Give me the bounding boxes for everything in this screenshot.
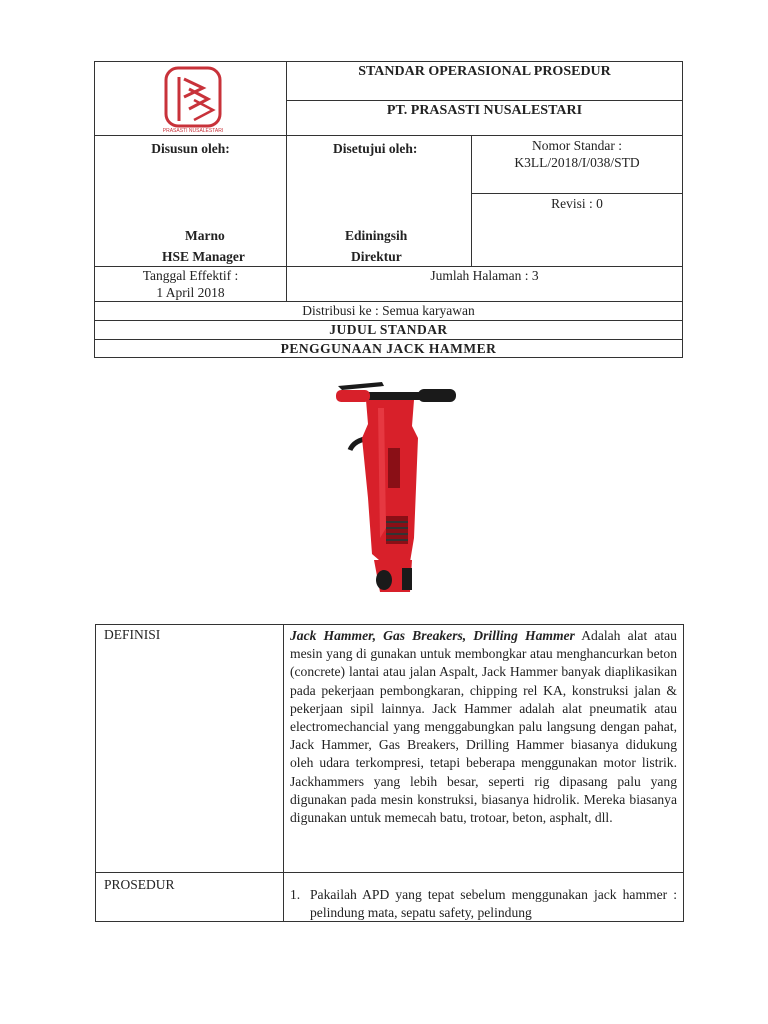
revision-cell [471,193,683,267]
procedure-item-number: 1. [290,887,301,902]
company-name: PT. PRASASTI NUSALESTARI [286,100,683,136]
effective-date-label: Tanggal Effektif : [142,268,239,283]
procedure-label: PROSEDUR [104,877,175,892]
approved-by-name: Ediningsih [345,228,408,243]
prepared-by-label: Disusun oleh: [151,141,230,156]
definition-content-cell [283,624,684,873]
procedure-item [290,886,677,922]
page-count-cell [286,266,683,302]
logo-cell [94,61,287,136]
procedure-content-cell [283,872,684,922]
effective-date: 1 April 2018 [156,285,225,300]
definition-label: DEFINISI [104,627,161,642]
definition-text [290,627,677,827]
approved-by-role: Direktur [351,249,402,264]
standard-number-cell [471,135,683,194]
standard-number-label: Nomor Standar : [532,138,622,153]
page-count: Jumlah Halaman : 3 [430,268,539,283]
standard-number: K3LL/2018/I/038/STD [514,155,640,170]
effective-date-cell [94,266,287,302]
judul-standar: JUDUL STANDAR [94,320,683,340]
prepared-by-name: Marno [185,228,225,243]
definition-body: Adalah alat atau mesin yang di gunakan untuk membongkar atau menghancurkan beton (concrete) lantai atau jalan Aspalt, Jack Hammer banyak diaplikasikan pada pekerjaan pembongkaran, chipping rel KA, konstruksi jalan & pekerjaan sipil lainnya. Jack Hammer adalah alat pneumatik atau electromechancial yang menggabungkan palu langsung dengan pahat, Jack Hammer, Gas Breakers, Drilling Hammer biasanya didukung oleh udara terkompresi, tetapi beberapa menggunakan motor listrik. Jackhammers yang lebih besar, seperti rig dipasang palu yang digunakan pada mesin konstruksi, biasanya hidrolik. Mereka biasanya digunakan untuk memecah batu, trotoar, beton, asphalt, dll. [290,628,677,826]
definition-label-cell [95,624,284,873]
approved-by-cell [286,135,472,267]
procedure-item-text: Pakailah APD yang tepat sebelum menggunakan jack hammer : pelindung mata, sepatu safety, pelindung [310,887,677,921]
svg-text:PRASASTI NUSALESTARI: PRASASTI NUSALESTARI [163,128,223,134]
company-logo-icon [163,65,223,135]
definition-terms: Jack Hammer, Gas Breakers, Drilling Hammer [290,628,575,643]
procedure-label-cell [95,872,284,922]
prepared-by-cell [94,135,287,267]
distribution: Distribusi ke : Semua karyawan [94,301,683,321]
jack-hammer-image [322,378,462,598]
prepared-by-role: HSE Manager [162,249,245,264]
document-topic: PENGGUNAAN JACK HAMMER [94,339,683,358]
approved-by-label: Disetujui oleh: [333,141,418,156]
sop-title: STANDAR OPERASIONAL PROSEDUR [286,61,683,101]
revision-label: Revisi : 0 [551,196,603,211]
